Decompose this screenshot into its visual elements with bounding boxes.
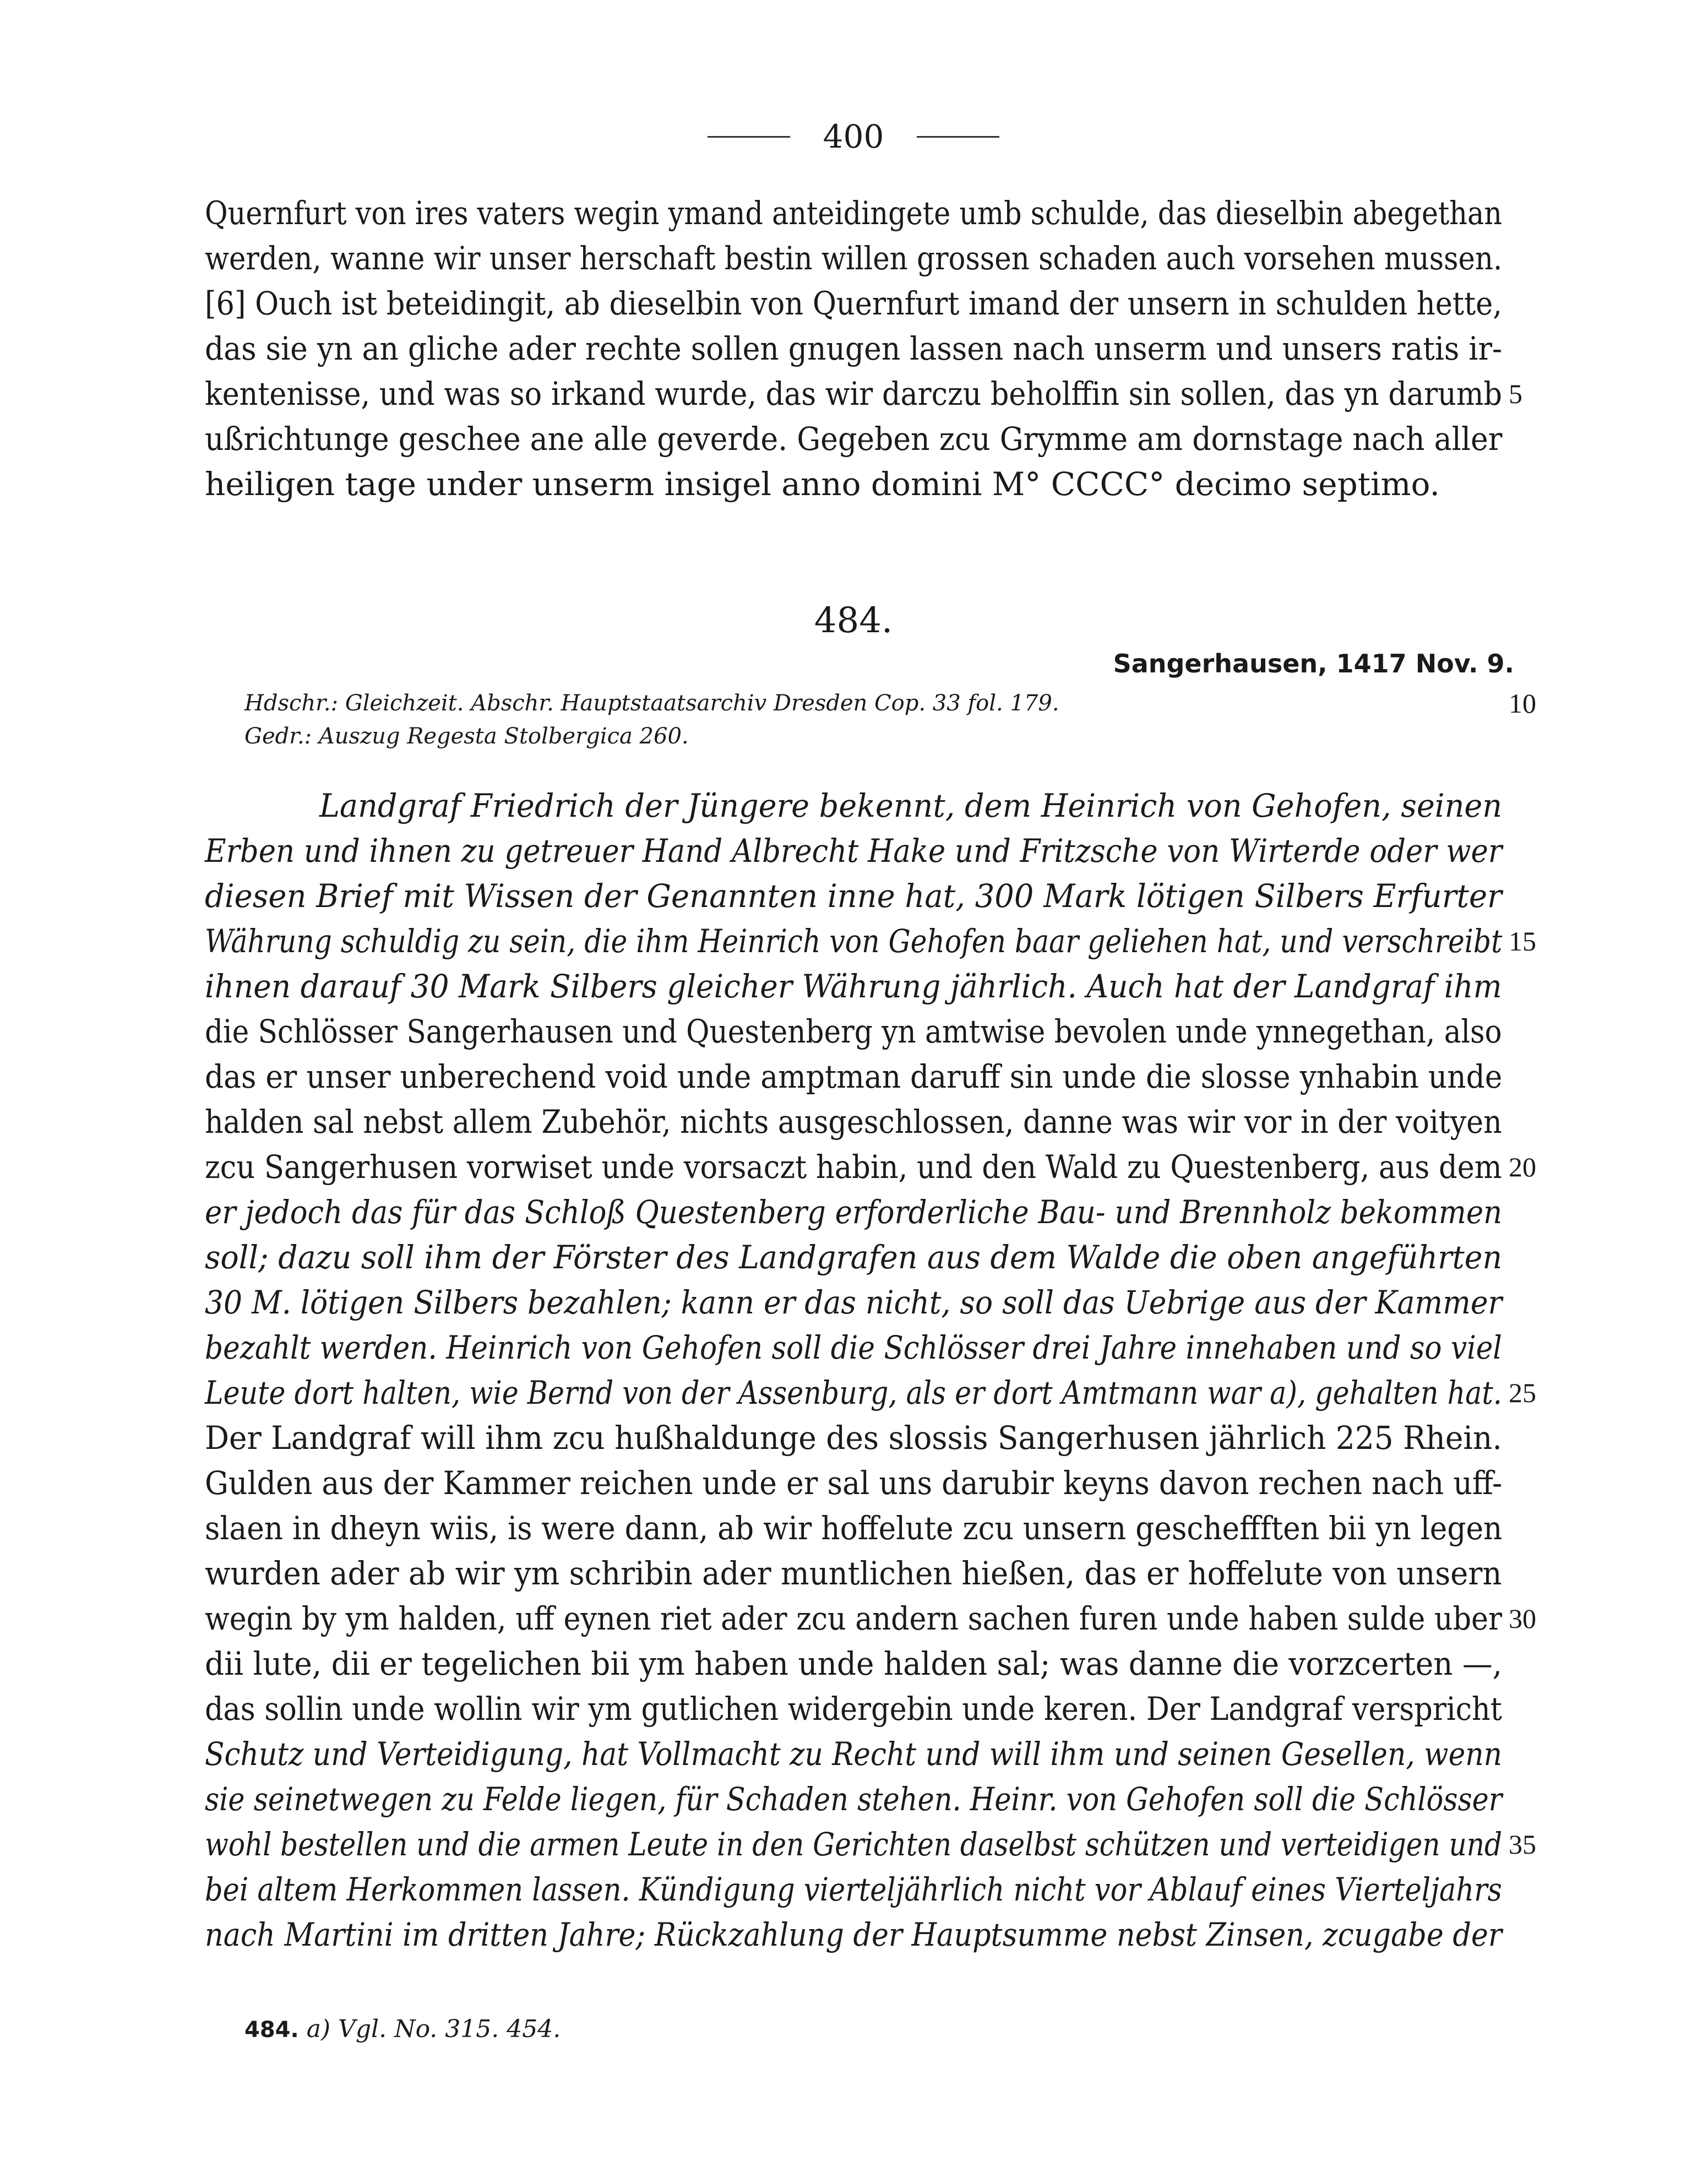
- text-line: Leute dort halten, wie Bernd von der Assenburg, als er dort Amtmann war a), gehalten hat.: [205, 1374, 1502, 1411]
- footnote-text: a) Vgl. No. 315. 454.: [306, 2015, 561, 2043]
- text-line: Der Landgraf will ihm zcu hußhaldunge des slossis Sangerhusen jährlich 225 Rhein.: [205, 1419, 1502, 1457]
- footnote: [244, 2010, 561, 2049]
- text-line: das sie yn an gliche ader rechte sollen gnugen lassen nach unserm und unsers ratis ir-: [205, 330, 1503, 367]
- page-number: 400: [823, 118, 884, 155]
- document-number: 484.: [814, 600, 893, 641]
- text-line: kentenisse, und was so irkand wurde, das wir darczu beholffin sin sollen, das yn darumb: [205, 375, 1502, 412]
- text-line: wegin by ym halden, uff eynen riet ader zcu andern sachen furen unde haben sulde uber: [205, 1600, 1502, 1637]
- footnote-label: 484.: [244, 2017, 299, 2043]
- text-line: ußrichtunge geschee ane alle geverde. Gegeben zcu Grymme am dornstage nach aller: [205, 420, 1503, 458]
- text-line: bezahlt werden. Heinrich von Gehofen soll die Schlösser drei Jahre innehaben und so viel: [205, 1329, 1502, 1366]
- text-line: slaen in dheyn wiis, is were dann, ab wir hoffelute zcu unsern gescheffften bii yn legen: [205, 1509, 1503, 1547]
- line-number: 30: [1509, 1603, 1536, 1634]
- text-line: ihnen darauf 30 Mark Silbers gleicher Währung jährlich. Auch hat der Landgraf ihm: [205, 968, 1502, 1005]
- text-line: Erben und ihnen zu getreuer Hand Albrecht Hake und Fritzsche von Wirterde oder wer: [205, 832, 1503, 870]
- text-line: 30 M. lötigen Silbers bezahlen; kann er das nicht, so soll das Uebrige aus der Kammer: [205, 1284, 1503, 1321]
- text-line: werden, wanne wir unser herschaft bestin willen grossen schaden auch vorsehen mussen.: [205, 240, 1503, 277]
- text-line: bei altem Herkommen lassen. Kündigung vierteljährlich nicht vor Ablauf eines Vierteljahrs: [205, 1871, 1502, 1908]
- text-line: heiligen tage under unserm insigel anno domini M° CCCC° decimo septimo.: [205, 465, 1440, 503]
- text-line: er jedoch das für das Schloß Questenberg erforderliche Bau- und Brennholz bekommen: [205, 1193, 1503, 1231]
- text-line: wurden ader ab wir ym schribin ader muntlichen hießen, das er hoffelute von unsern: [205, 1555, 1502, 1592]
- text-line: [6] Ouch ist beteidingit, ab dieselbin von Quernfurt imand der unsern in schulden hette,: [205, 285, 1502, 322]
- line-number: 15: [1509, 926, 1536, 957]
- source-printed: Gedr.: Auszug Regesta Stolbergica 260.: [244, 724, 689, 749]
- text-line: dii lute, dii er tegelichen bii ym haben unde halden sal; was danne die vorzcerten —,: [205, 1645, 1503, 1682]
- page-header: [699, 115, 1008, 159]
- text-line: das er unser unberechend void unde amptman daruff sin unde die slosse ynhabin unde: [205, 1058, 1503, 1095]
- place-date: Sangerhausen, 1417 Nov. 9.: [1113, 649, 1514, 678]
- text-line: Gulden aus der Kammer reichen unde er sal uns darubir keyns davon rechen nach uff-: [205, 1464, 1503, 1502]
- header-rule-right: [917, 136, 999, 138]
- text-line: soll; dazu soll ihm der Förster des Landgrafen aus dem Walde die oben angeführten: [205, 1239, 1503, 1276]
- header-rule-left: [708, 136, 790, 138]
- text-line: Landgraf Friedrich der Jüngere bekennt, dem Heinrich von Gehofen, seinen: [319, 787, 1503, 824]
- text-line: die Schlösser Sangerhausen und Questenberg yn amtwise bevolen unde ynnegethan, also: [205, 1013, 1502, 1050]
- text-line: Schutz und Verteidigung, hat Vollmacht zu Recht und will ihm und seinen Gesellen, wenn: [205, 1735, 1502, 1773]
- text-line: wohl bestellen und die armen Leute in den Gerichten daselbst schützen und verteidigen und: [205, 1826, 1503, 1863]
- line-number: 25: [1509, 1377, 1536, 1408]
- text-line: halden sal nebst allem Zubehör, nichts ausgeschlossen, danne was wir vor in der voityen: [205, 1103, 1502, 1141]
- text-line: das sollin unde wollin wir ym gutlichen widergebin unde keren. Der Landgraf verspricht: [205, 1690, 1502, 1728]
- line-number: 5: [1509, 378, 1522, 409]
- text-line: zcu Sangerhusen vorwiset unde vorsaczt habin, und den Wald zu Questenberg, aus dem: [205, 1148, 1502, 1186]
- source-manuscript: Hdschr.: Gleichzeit. Abschr. Hauptstaatsarchiv Dresden Cop. 33 fol. 179.: [244, 691, 1059, 716]
- line-number: 20: [1509, 1152, 1536, 1182]
- text-line: Quernfurt von ires vaters wegin ymand anteidingete umb schulde, das dieselbin abegethan: [205, 194, 1502, 232]
- line-number: 35: [1509, 1829, 1536, 1860]
- text-line: diesen Brief mit Wissen der Genannten inne hat, 300 Mark lötigen Silbers Erfurter: [205, 877, 1502, 915]
- text-line: nach Martini im dritten Jahre; Rückzahlung der Hauptsumme nebst Zinsen, zcugabe der: [205, 1916, 1502, 1953]
- line-number: 10: [1509, 688, 1536, 719]
- text-line: sie seinetwegen zu Felde liegen, für Schaden stehen. Heinr. von Gehofen soll die Schlösser: [205, 1780, 1503, 1818]
- text-line: Währung schuldig zu sein, die ihm Heinrich von Gehofen baar geliehen hat, und verschreibt: [205, 922, 1503, 960]
